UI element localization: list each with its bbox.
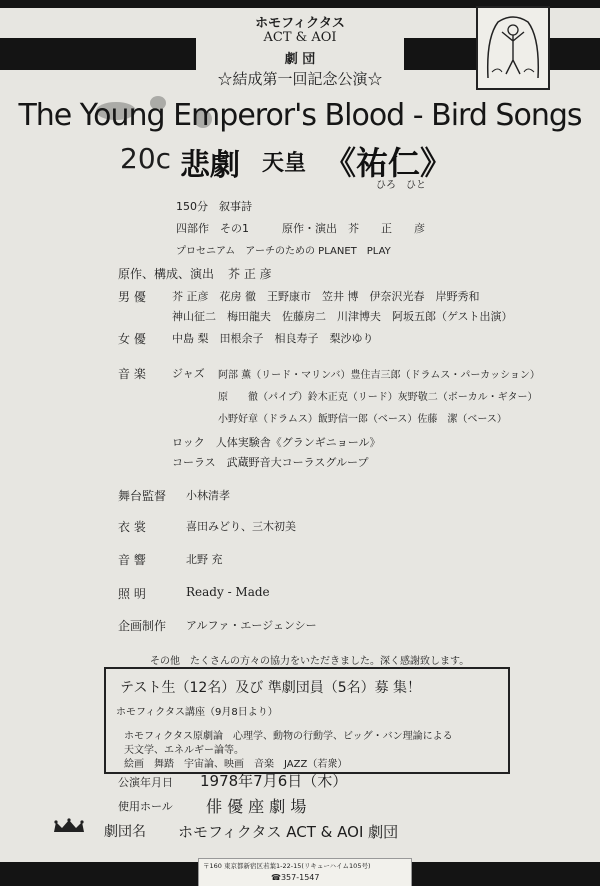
- date-value: 1978年7月6日（木）: [200, 772, 348, 790]
- company-name: ホモフィクタス: [255, 16, 345, 31]
- act-aoi: ACT & AOI: [263, 30, 337, 45]
- date-label: 公演年月日: [118, 776, 173, 789]
- duration-line: 150分 叙事詩: [176, 200, 252, 213]
- male-label: 男 優: [118, 290, 146, 304]
- jazz-line-2: 原 徹（パイプ）鈴木正克（リード）灰野敬二（ボーカル・ギター）: [218, 392, 538, 403]
- sound-value: 北野 充: [186, 553, 223, 566]
- jazz-label: ジャズ: [172, 367, 205, 380]
- phone-line: ☎357-1547: [271, 873, 320, 882]
- recruit-topics-1: ホモフィクタス原劇論 心理学、動物の行動学、ビッグ・バン理論による: [124, 731, 453, 742]
- series-line: 四部作 その1 原作・演出 芥 正 彦: [176, 222, 425, 235]
- rock-line: ロック 人体実験舎《グランギニョール》: [172, 436, 381, 449]
- recruit-course: ホモフィクタス講座（9月8日より）: [116, 707, 278, 718]
- troupe-name-label: 劇団名: [104, 824, 146, 840]
- light-label: 照 明: [118, 587, 146, 601]
- author-label: 原作、構成、演出: [118, 267, 215, 281]
- title-ruby: ひろ ひと: [376, 180, 426, 191]
- stage-value: 小林清孝: [186, 489, 230, 502]
- jazz-line-3: 小野好章（ドラムス）飯野信一郎（ベース）佐藤 潔（ベース）: [218, 414, 507, 425]
- hall-label: 使用ホール: [118, 800, 173, 813]
- address-line: 〒160 東京都新宿区若葉1-22-15(リキューハイム105号): [203, 862, 371, 870]
- stage-label: 舞台監督: [118, 489, 167, 503]
- recruit-topics-2: 天文学、エネルギー論等。: [124, 745, 244, 756]
- jazz-line-1: 阿部 薫（リード・マリンバ）豊住吉三郎（ドラムス・パーカッション）: [218, 370, 540, 381]
- planet-line: プロセニアム アーチのための PLANET PLAY: [176, 246, 391, 257]
- light-value: Ready - Made: [186, 585, 270, 599]
- plan-label: 企画制作: [118, 619, 167, 633]
- crown-icon: [52, 818, 86, 834]
- recruit-headline: テスト生（12名）及び 準劇団員（5名）募 集！: [120, 680, 422, 696]
- sound-label: 音 響: [118, 553, 146, 567]
- costume-value: 喜田みどり、三木初美: [186, 520, 296, 533]
- female-value: 中島 梨 田根余子 相良寿子 梨沙ゆり: [172, 332, 374, 345]
- title-tragedy: 悲劇: [180, 148, 240, 183]
- thanks-line: その他 たくさんの方々の協力をいただきました。深く感謝致します。: [150, 656, 470, 667]
- english-title: The Young Emperor's Blood - Bird Songs: [18, 98, 582, 133]
- commemoration-line: ☆結成第一回記念公演☆: [217, 70, 383, 88]
- title-prefix: 20c: [120, 142, 172, 175]
- title-emperor: 天皇: [262, 150, 307, 176]
- troupe-name-value: ホモフィクタス ACT & AOI 劇団: [178, 823, 399, 841]
- address-footer: [198, 858, 412, 886]
- author-value: 芥 正 彦: [228, 267, 272, 281]
- title-name: 《祐仁》: [324, 144, 453, 182]
- plan-value: アルファ・エージェンシー: [186, 619, 317, 632]
- female-label: 女 優: [118, 332, 146, 346]
- troupe-label: 劇 団: [284, 52, 316, 67]
- male-line-1: 芥 正彦 花房 徹 王野康市 笠井 博 伊奈沢光春 岸野秀和: [172, 290, 480, 303]
- hall-value: 俳 優 座 劇 場: [206, 797, 307, 816]
- chorus-line: コーラス 武蔵野音大コーラスグループ: [172, 456, 369, 469]
- recruit-box: [104, 667, 510, 774]
- male-line-2: 神山征二 梅田龍夫 佐藤房二 川津博夫 阿坂五郎（ゲスト出演）: [172, 310, 513, 323]
- recruit-topics-3: 絵画 舞踏 宇宙論、映画 音楽 JAZZ（若衆）: [124, 759, 348, 770]
- costume-label: 衣 裳: [118, 520, 146, 534]
- music-label: 音 楽: [118, 367, 146, 381]
